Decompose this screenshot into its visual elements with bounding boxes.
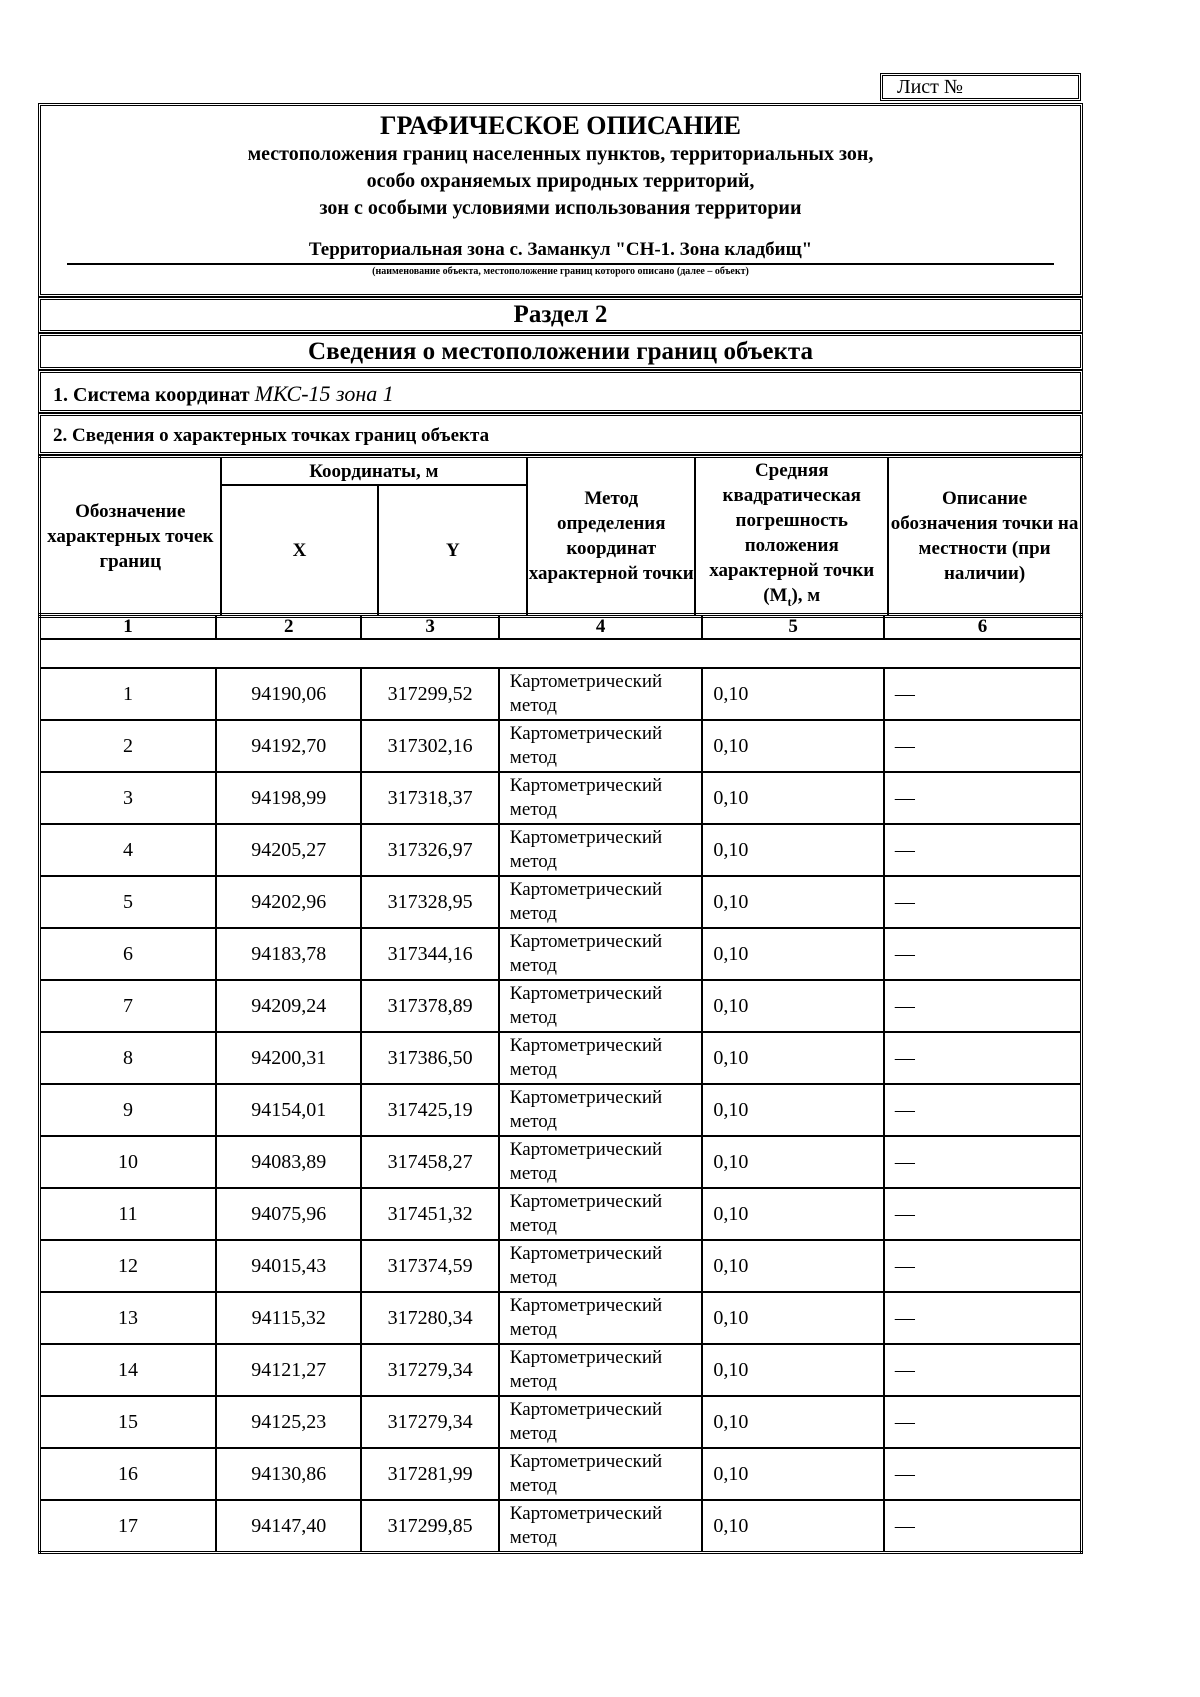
description-cell: —: [884, 1500, 1082, 1553]
point-number-cell: 1: [40, 668, 217, 720]
method-cell: Картометрический метод: [499, 1136, 703, 1188]
description-cell: —: [884, 1188, 1082, 1240]
header-error: [695, 457, 888, 617]
column-number: 5: [702, 615, 884, 640]
table-row: [40, 720, 1082, 772]
points-section-title: [38, 413, 1083, 455]
object-name: Территориальная зона с. Заманкул "СН-1. Зона кладбищ": [308, 239, 813, 260]
table-row: [40, 876, 1082, 928]
point-number-cell: 4: [40, 824, 217, 876]
header-description: Описание обозначения точки на местности (при наличии): [888, 457, 1081, 617]
document-subtitle-line-2: особо охраняемых природных территорий,: [366, 170, 755, 192]
x-coordinate-cell: 94190,06: [216, 668, 361, 720]
coordinate-system-value: МКС-15 зона 1: [254, 381, 394, 406]
document-subtitle-line-1: местоположения границ населенных пунктов, территориальных зон,: [247, 143, 874, 165]
sheet-number-box: [880, 73, 1081, 101]
header-y: Y: [378, 485, 527, 616]
table-row: [40, 668, 1082, 720]
x-coordinate-cell: 94083,89: [216, 1136, 361, 1188]
method-cell: Картометрический метод: [499, 772, 703, 824]
header-x: X: [221, 485, 379, 616]
section-title-text: Сведения о местоположении границ объекта: [308, 338, 813, 365]
error-cell: 0,10: [702, 928, 884, 980]
description-cell: —: [884, 1344, 1082, 1396]
column-numbers-row: [40, 615, 1082, 640]
column-number: 1: [40, 615, 217, 640]
points-table: [38, 613, 1083, 1554]
method-cell: Картометрический метод: [499, 928, 703, 980]
table-row: [40, 1084, 1082, 1136]
method-cell: Картометрический метод: [499, 1292, 703, 1344]
table-row: [40, 1136, 1082, 1188]
object-underline: [67, 263, 1054, 265]
method-cell: Картометрический метод: [499, 720, 703, 772]
error-cell: 0,10: [702, 720, 884, 772]
point-number-cell: 3: [40, 772, 217, 824]
blank-row: [40, 639, 1082, 668]
method-cell: Картометрический метод: [499, 824, 703, 876]
error-cell: 0,10: [702, 1500, 884, 1553]
x-coordinate-cell: 94183,78: [216, 928, 361, 980]
point-number-cell: 6: [40, 928, 217, 980]
error-cell: 0,10: [702, 772, 884, 824]
point-number-cell: 7: [40, 980, 217, 1032]
description-cell: —: [884, 1240, 1082, 1292]
method-cell: Картометрический метод: [499, 1240, 703, 1292]
y-coordinate-cell: 317378,89: [361, 980, 498, 1032]
x-coordinate-cell: 94200,31: [216, 1032, 361, 1084]
error-cell: 0,10: [702, 1448, 884, 1500]
method-cell: Картометрический метод: [499, 980, 703, 1032]
x-coordinate-cell: 94015,43: [216, 1240, 361, 1292]
point-number-cell: 5: [40, 876, 217, 928]
method-cell: Картометрический метод: [499, 668, 703, 720]
description-cell: —: [884, 928, 1082, 980]
y-coordinate-cell: 317344,16: [361, 928, 498, 980]
description-cell: —: [884, 1136, 1082, 1188]
points-section-title-text: 2. Сведения о характерных точках границ объекта: [53, 425, 490, 446]
x-coordinate-cell: 94205,27: [216, 824, 361, 876]
description-cell: —: [884, 1032, 1082, 1084]
error-cell: 0,10: [702, 1344, 884, 1396]
column-number: 3: [361, 615, 498, 640]
y-coordinate-cell: 317458,27: [361, 1136, 498, 1188]
table-row: [40, 1396, 1082, 1448]
y-coordinate-cell: 317299,85: [361, 1500, 498, 1553]
method-cell: Картометрический метод: [499, 1344, 703, 1396]
document-subtitle-line-3: зон с особыми условиями использования территории: [319, 197, 802, 219]
header-error-sub: t: [787, 594, 792, 609]
description-cell: —: [884, 824, 1082, 876]
x-coordinate-cell: 94125,23: [216, 1396, 361, 1448]
x-coordinate-cell: 94154,01: [216, 1084, 361, 1136]
x-coordinate-cell: 94209,24: [216, 980, 361, 1032]
error-cell: 0,10: [702, 980, 884, 1032]
description-cell: —: [884, 772, 1082, 824]
point-number-cell: 9: [40, 1084, 217, 1136]
document-header: [38, 103, 1083, 297]
x-coordinate-cell: 94198,99: [216, 772, 361, 824]
error-cell: 0,10: [702, 1396, 884, 1448]
method-cell: Картометрический метод: [499, 1396, 703, 1448]
y-coordinate-cell: 317279,34: [361, 1396, 498, 1448]
description-cell: —: [884, 980, 1082, 1032]
description-cell: —: [884, 720, 1082, 772]
description-cell: —: [884, 1084, 1082, 1136]
table-row: [40, 1032, 1082, 1084]
description-cell: —: [884, 668, 1082, 720]
x-coordinate-cell: 94147,40: [216, 1500, 361, 1553]
table-row: [40, 1448, 1082, 1500]
method-cell: Картометрический метод: [499, 1032, 703, 1084]
points-table-header: [38, 455, 1083, 618]
y-coordinate-cell: 317425,19: [361, 1084, 498, 1136]
x-coordinate-cell: 94202,96: [216, 876, 361, 928]
x-coordinate-cell: 94192,70: [216, 720, 361, 772]
method-cell: Картометрический метод: [499, 1084, 703, 1136]
section-number-text: Раздел 2: [513, 301, 608, 328]
document-title: ГРАФИЧЕСКОЕ ОПИСАНИЕ: [380, 111, 741, 140]
point-number-cell: 14: [40, 1344, 217, 1396]
column-number: 4: [499, 615, 703, 640]
column-number: 6: [884, 615, 1082, 640]
y-coordinate-cell: 317451,32: [361, 1188, 498, 1240]
method-cell: Картометрический метод: [499, 1448, 703, 1500]
points-table-body: [40, 668, 1082, 1553]
header-error-tail: ), м: [791, 585, 821, 606]
point-number-cell: 11: [40, 1188, 217, 1240]
object-note: (наименование объекта, местоположение границ которого описано (далее – объект): [372, 266, 749, 277]
table-row: [40, 928, 1082, 980]
point-number-cell: 10: [40, 1136, 217, 1188]
point-number-cell: 13: [40, 1292, 217, 1344]
x-coordinate-cell: 94130,86: [216, 1448, 361, 1500]
column-number: 2: [216, 615, 361, 640]
description-cell: —: [884, 1448, 1082, 1500]
error-cell: 0,10: [702, 824, 884, 876]
error-cell: 0,10: [702, 1240, 884, 1292]
x-coordinate-cell: 94121,27: [216, 1344, 361, 1396]
x-coordinate-cell: 94115,32: [216, 1292, 361, 1344]
point-number-cell: 2: [40, 720, 217, 772]
section-title: [38, 333, 1083, 370]
error-cell: 0,10: [702, 876, 884, 928]
coordinate-system-label: 1. Система координат: [53, 384, 250, 406]
error-cell: 0,10: [702, 1188, 884, 1240]
point-number-cell: 8: [40, 1032, 217, 1084]
blank-cell: [40, 639, 1082, 668]
description-cell: —: [884, 876, 1082, 928]
table-row: [40, 980, 1082, 1032]
sheet-number-label: Лист №: [897, 76, 963, 98]
description-cell: —: [884, 1396, 1082, 1448]
table-row: [40, 1188, 1082, 1240]
coordinate-system: [38, 370, 1083, 413]
y-coordinate-cell: 317318,37: [361, 772, 498, 824]
y-coordinate-cell: 317280,34: [361, 1292, 498, 1344]
error-cell: 0,10: [702, 668, 884, 720]
header-method: Метод определения координат характерной точки: [527, 457, 695, 617]
error-cell: 0,10: [702, 1136, 884, 1188]
table-row: [40, 772, 1082, 824]
x-coordinate-cell: 94075,96: [216, 1188, 361, 1240]
table-row: [40, 824, 1082, 876]
method-cell: Картометрический метод: [499, 1500, 703, 1553]
error-cell: 0,10: [702, 1292, 884, 1344]
y-coordinate-cell: 317374,59: [361, 1240, 498, 1292]
y-coordinate-cell: 317302,16: [361, 720, 498, 772]
table-row: [40, 1292, 1082, 1344]
error-cell: 0,10: [702, 1032, 884, 1084]
method-cell: Картометрический метод: [499, 1188, 703, 1240]
error-cell: 0,10: [702, 1084, 884, 1136]
table-row: [40, 1500, 1082, 1553]
y-coordinate-cell: 317386,50: [361, 1032, 498, 1084]
point-number-cell: 12: [40, 1240, 217, 1292]
header-error-text: Средняя квадратическая погрешность положения характерной точки (M: [709, 460, 875, 606]
point-number-cell: 17: [40, 1500, 217, 1553]
header-point-designation: Обозначение характерных точек границ: [40, 457, 221, 617]
section-number: [38, 297, 1083, 333]
method-cell: Картометрический метод: [499, 876, 703, 928]
table-row: [40, 1240, 1082, 1292]
y-coordinate-cell: 317299,52: [361, 668, 498, 720]
y-coordinate-cell: 317279,34: [361, 1344, 498, 1396]
header-coordinates: Координаты, м: [221, 457, 528, 486]
table-row: [40, 1344, 1082, 1396]
point-number-cell: 15: [40, 1396, 217, 1448]
description-cell: —: [884, 1292, 1082, 1344]
y-coordinate-cell: 317281,99: [361, 1448, 498, 1500]
y-coordinate-cell: 317328,95: [361, 876, 498, 928]
point-number-cell: 16: [40, 1448, 217, 1500]
y-coordinate-cell: 317326,97: [361, 824, 498, 876]
